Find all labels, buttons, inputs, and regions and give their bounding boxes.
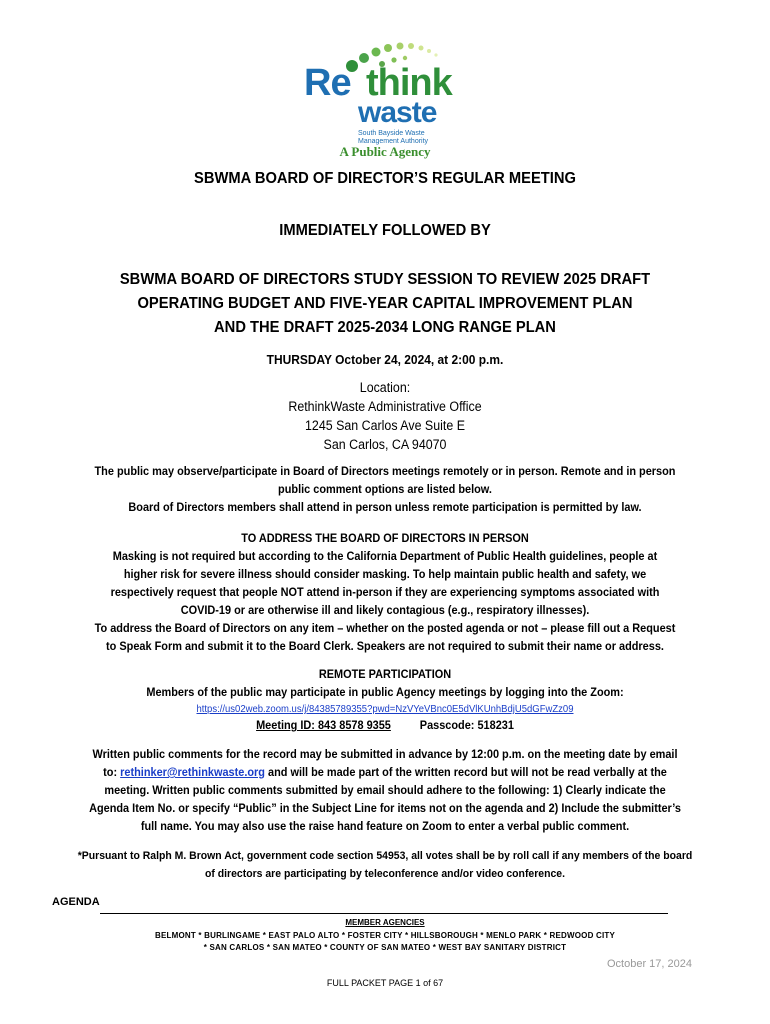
page-footer: FULL PACKET PAGE 1 of 67	[326, 978, 444, 988]
brown-act-line1: *Pursuant to Ralph M. Brown Act, government code section 54953, all votes shall be by roll call if any members of the board	[77, 850, 693, 862]
member-agencies-line1: BELMONT * BURLINGAME * EAST PALO ALTO * FOSTER CITY * HILLSBOROUGH * MENLO PARK * REDWOOD CITY	[155, 931, 615, 940]
written-line2-prefix: to:	[103, 767, 121, 779]
written-line4: Agenda Item No. or specify “Public” in the Subject Line for items not on the agenda and 2) Include the submitter’s	[89, 803, 681, 815]
member-agencies-heading: MEMBER AGENCIES	[345, 918, 425, 927]
meeting-id: Meeting ID: 843 8578 9355	[256, 720, 391, 732]
written-line5: full name. You may also use the raise hand feature on Zoom to enter a verbal public comment.	[140, 821, 630, 833]
location-line1: RethinkWaste Administrative Office	[288, 399, 482, 414]
followed-by-heading: IMMEDIATELY FOLLOWED BY	[279, 222, 491, 239]
logo-subtitle-line2: Management Authority	[358, 138, 429, 145]
location-label: Location:	[359, 380, 411, 395]
in-person-line2: higher risk for severe illness should consider masking. To help maintain public health and safety, we	[123, 569, 647, 581]
written-comments-section	[67, 746, 704, 836]
written-line1: Written public comments for the record may be submitted in advance by 12:00 p.m. on the meeting date by email	[92, 749, 678, 761]
public-notice-line3: Board of Directors members shall attend in person unless remote participation is permitted by law.	[128, 502, 642, 514]
brown-act-note	[57, 847, 713, 883]
study-session-title-line3: AND THE DRAFT 2025-2034 LONG RANGE PLAN	[214, 319, 556, 336]
logo-word-re: Re	[304, 62, 351, 104]
in-person-section	[67, 530, 704, 656]
logo-tagline: A Public Agency	[339, 144, 431, 159]
location-block	[31, 378, 739, 454]
logo-word-waste: waste	[358, 96, 437, 129]
in-person-line4: COVID-19 or are otherwise ill and likely contagious (e.g., respiratory illnesses).	[180, 605, 590, 617]
remote-heading: REMOTE PARTICIPATION	[318, 669, 452, 681]
passcode: Passcode: 518231	[419, 720, 514, 732]
in-person-heading: TO ADDRESS THE BOARD OF DIRECTORS IN PERSON	[241, 533, 529, 545]
public-notice-line1: The public may observe/participate in Board of Directors meetings remotely or in person. Remote and in person	[94, 466, 676, 478]
remote-line1: Members of the public may participate in public Agency meetings by logging into the Zoom:	[146, 687, 624, 699]
location-line2: 1245 San Carlos Ave Suite E	[305, 418, 465, 433]
in-person-line3: respectively request that people NOT attend in-person if they are experiencing symptoms associated with	[110, 587, 660, 599]
email-link[interactable]: rethinker@rethinkwaste.org	[120, 767, 265, 779]
footer-date: October 17, 2024	[606, 958, 692, 970]
study-session-title	[68, 268, 703, 340]
study-session-title-line2: OPERATING BUDGET AND FIVE-YEAR CAPITAL IMPROVEMENT PLAN	[137, 295, 633, 312]
written-line3: meeting. Written public comments submitted by email should adhere to the following: 1) Clearly indicate the	[104, 785, 666, 797]
location-line3: San Carlos, CA 94070	[323, 437, 447, 452]
zoom-link[interactable]: https://us02web.zoom.us/j/84385789355?pwd=NzVYeVBnc0E5dVlKUnhBdjU5dGFwZz09	[196, 704, 574, 715]
in-person-line6: to Speak Form and submit it to the Board Clerk. Speakers are not required to submit their name or address.	[106, 641, 664, 653]
written-line2-suffix: and will be made part of the written record but will not be read verbally at the	[264, 767, 667, 779]
in-person-line5: To address the Board of Directors on any item – whether on the posted agenda or not – please fill out a Request	[94, 623, 676, 635]
member-agencies-line2: * SAN CARLOS * SAN MATEO * COUNTY OF SAN MATEO * WEST BAY SANITARY DISTRICT	[203, 943, 567, 952]
study-session-title-line1: SBWMA BOARD OF DIRECTORS STUDY SESSION TO REVIEW 2025 DRAFT	[119, 271, 651, 288]
meeting-date: THURSDAY October 24, 2024, at 2:00 p.m.	[266, 352, 504, 367]
remote-section	[67, 666, 704, 735]
meeting-title: SBWMA BOARD OF DIRECTOR’S REGULAR MEETING	[194, 170, 576, 187]
in-person-line1: Masking is not required but according to the California Department of Public Health guidelines, people at	[112, 551, 658, 563]
agenda-label: AGENDA	[52, 896, 100, 908]
logo-word-think: think	[366, 62, 452, 104]
public-notice-line2: public comment options are listed below.	[278, 484, 492, 496]
public-notice	[67, 463, 704, 517]
footer-divider	[100, 913, 668, 914]
brown-act-line2: of directors are participating by teleconference and/or video conference.	[204, 868, 566, 880]
logo-subtitle-line1: South Bayside Waste	[358, 130, 425, 137]
